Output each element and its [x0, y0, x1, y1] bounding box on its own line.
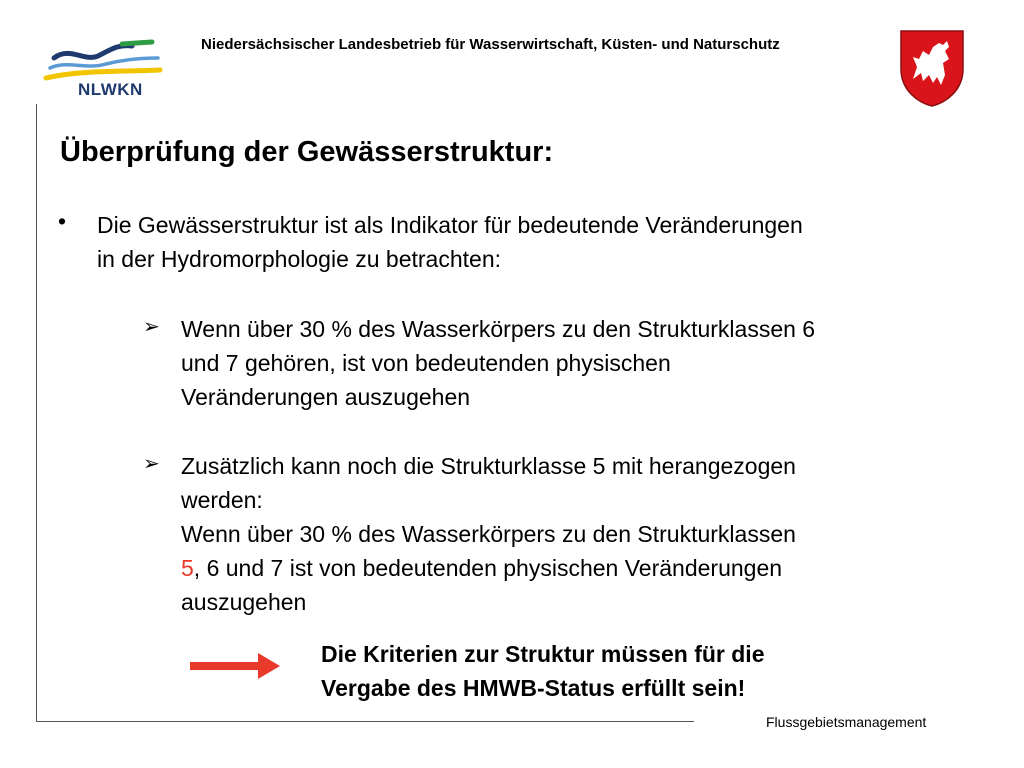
logo-text: NLWKN: [78, 80, 143, 99]
sub1-line-2: und 7 gehören, ist von bedeutenden physischen: [181, 350, 671, 376]
sub2-line-1: Zusätzlich kann noch die Strukturklasse 5 mit herangezogen: [181, 453, 796, 479]
sub1-line-1: Wenn über 30 % des Wasserkörpers zu den Strukturklassen 6: [181, 316, 816, 342]
sub2-line-4: [181, 551, 981, 585]
organization-name: Niedersächsischer Landesbetrieb für Wasserwirtschaft, Küsten- und Naturschutz: [201, 36, 780, 53]
sub2-line-4-rest: , 6 und 7 ist von bedeutenden physischen Veränderungen: [193, 555, 783, 581]
bottom-divider: [36, 721, 694, 722]
bullet-line-1: Die Gewässerstruktur ist als Indikator für bedeutende Veränderungen: [97, 212, 803, 238]
footer-label: Flussgebietsmanagement: [766, 714, 927, 730]
sub1-line-3: Veränderungen auszugehen: [181, 384, 471, 410]
arrow-bullet-icon: ➢: [143, 453, 160, 475]
lower-saxony-horse-crest-icon: [899, 29, 965, 107]
right-arrow-icon: [188, 651, 282, 681]
sub2-line-5: auszugehen: [181, 589, 307, 615]
bullet-marker: •: [58, 208, 67, 234]
sub2-line-3: Wenn über 30 % des Wasserkörpers zu den Strukturklassen: [181, 521, 796, 547]
bullet-text: [97, 208, 997, 276]
sub-point-1: [181, 312, 981, 414]
sub-point-2: [181, 449, 981, 619]
slide-title: Überprüfung der Gewässerstruktur:: [60, 136, 554, 168]
conclusion-line-2: Vergabe des HMWB-Status erfüllt sein!: [321, 675, 746, 701]
sub2-line-2: werden:: [181, 487, 263, 513]
conclusion-line-1: Die Kriterien zur Struktur müssen für die: [321, 641, 765, 667]
conclusion-text: [321, 637, 764, 705]
highlight-class-5: 5: [181, 555, 194, 581]
bullet-line-2: in der Hydromorphologie zu betrachten:: [97, 246, 502, 272]
arrow-bullet-icon: ➢: [143, 316, 160, 338]
left-divider: [36, 104, 37, 722]
